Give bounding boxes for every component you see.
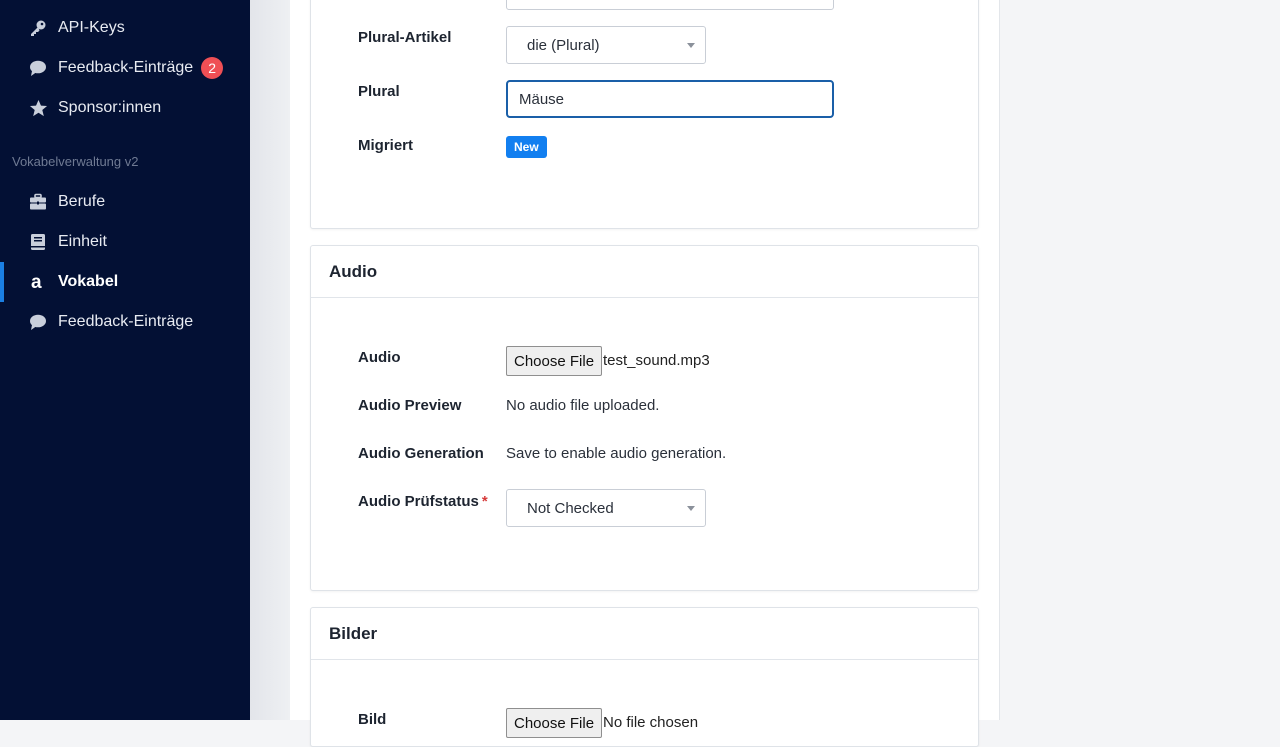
audio-file-name: test_sound.mp3 — [603, 352, 710, 369]
plural-input[interactable] — [506, 80, 834, 118]
bild-choose-file-button[interactable]: Choose File — [506, 708, 602, 738]
sidebar-item-label: Vokabel — [58, 273, 119, 290]
sidebar-item-api-keys[interactable] — [0, 8, 250, 48]
sidebar-item-vokabel[interactable] — [0, 262, 250, 302]
bild-label: Bild — [358, 711, 387, 728]
sidebar-section-title: Vokabelverwaltung v2 — [12, 154, 139, 169]
comment-icon — [28, 58, 48, 78]
audio-preview-label: Audio Preview — [358, 397, 462, 414]
plural-artikel-select[interactable] — [506, 26, 706, 64]
audio-choose-file-button[interactable]: Choose File — [506, 346, 602, 376]
sidebar-item-einheit[interactable] — [0, 222, 250, 262]
sidebar-item-feedback[interactable] — [0, 48, 250, 88]
previous-field-input[interactable] — [506, 0, 834, 10]
audio-card — [310, 245, 979, 591]
chevron-down-icon — [687, 43, 695, 48]
plural-label: Plural — [358, 83, 400, 100]
comment-icon — [28, 312, 48, 332]
vocab-details-card — [310, 0, 979, 229]
svg-text:a: a — [31, 272, 42, 293]
audio-status-value: Not Checked — [527, 499, 614, 517]
audio-status-select[interactable] — [506, 489, 706, 527]
audio-preview-value: No audio file uploaded. — [506, 397, 660, 414]
audio-generation-value: Save to enable audio generation. — [506, 445, 727, 462]
main-content — [290, 0, 1000, 732]
required-marker: * — [481, 493, 488, 510]
plural-artikel-label: Plural-Artikel — [358, 29, 452, 46]
sidebar-item-label: Berufe — [58, 193, 106, 210]
chevron-down-icon — [687, 506, 695, 511]
migriert-label: Migriert — [358, 137, 414, 154]
sidebar-item-label: Feedback-Einträge — [58, 313, 194, 330]
star-icon — [28, 98, 48, 118]
sidebar — [0, 0, 250, 720]
sidebar-item-berufe[interactable] — [0, 182, 250, 222]
sidebar-item-label: Einheit — [58, 233, 107, 250]
sidebar-item-feedback-v2[interactable] — [0, 302, 250, 342]
letter-a-icon — [28, 272, 48, 292]
audio-status-label — [358, 493, 488, 510]
book-icon — [28, 232, 48, 252]
sidebar-item-label: API-Keys — [58, 19, 125, 36]
bilder-card — [310, 607, 979, 747]
sidebar-item-sponsors[interactable] — [0, 88, 250, 128]
audio-card-title: Audio — [311, 246, 978, 298]
key-icon — [28, 18, 48, 38]
plural-artikel-value: die (Plural) — [527, 36, 600, 54]
notification-badge: 2 — [201, 57, 223, 79]
audio-status-label-text: Audio Prüfstatus — [358, 493, 479, 510]
bild-file-name: No file chosen — [603, 714, 699, 731]
briefcase-icon — [28, 192, 48, 212]
audio-label: Audio — [358, 349, 401, 366]
sidebar-item-label: Sponsor:innen — [58, 99, 162, 116]
main-background — [250, 0, 290, 720]
sidebar-item-label: Feedback-Einträge — [58, 59, 194, 76]
bilder-card-title: Bilder — [311, 608, 978, 660]
migriert-status-badge: New — [506, 136, 547, 158]
audio-generation-label: Audio Generation — [358, 445, 484, 462]
